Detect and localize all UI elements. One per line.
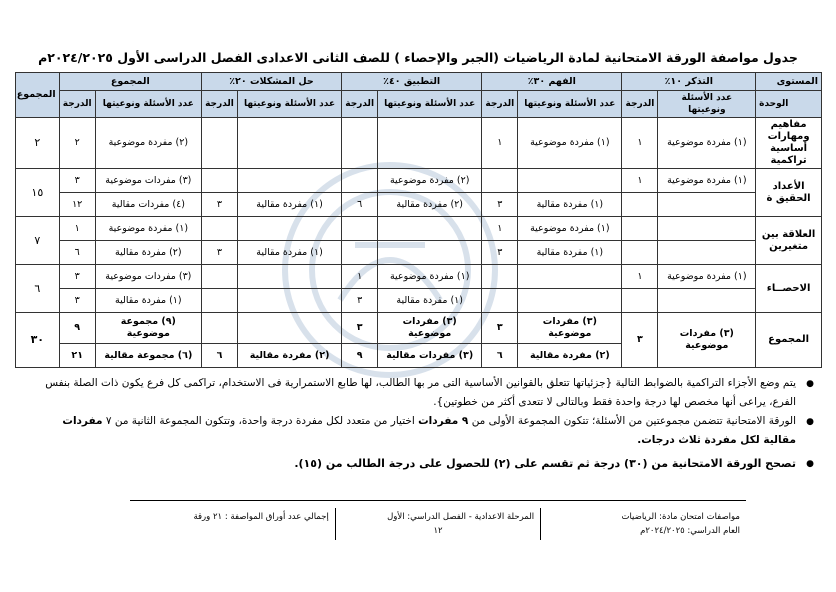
header-tadhakkur: التذكر ١٠٪ bbox=[622, 73, 756, 91]
header-q: عدد الأسئلة ونوعيتها bbox=[95, 91, 201, 118]
cell-q: (١) مفردة مقالية bbox=[378, 289, 482, 313]
cell-q: (١) مفردة موضوعية bbox=[95, 217, 201, 241]
cell-q: (٢) مفردة موضوعية bbox=[378, 169, 482, 193]
cell-grade: ١ bbox=[342, 265, 378, 289]
cell-q: (٣) مفردات موضوعية bbox=[95, 169, 201, 193]
cell-q bbox=[378, 118, 482, 169]
header-q: عدد الأسئلة ونوعيتها bbox=[378, 91, 482, 118]
page-title: جدول مواصفة الورقة الامتحانية لمادة الرياضيات (الجبر والإحصاء ) للصف الثانى الاعدادى الفصل الدراسى الأول ٢٠٢٤/٢٠٢٥م bbox=[38, 50, 798, 65]
footer-divider bbox=[130, 500, 746, 501]
cell-q: (١) مفردة موضوعية bbox=[518, 217, 622, 241]
cell-grade: ٦ bbox=[201, 344, 237, 368]
cell-grade: ٢١ bbox=[59, 344, 95, 368]
cell-grade bbox=[201, 289, 237, 313]
header-grade: الدرجة bbox=[59, 91, 95, 118]
cell-q: (١) مفردة مقالية bbox=[518, 241, 622, 265]
cell-grade: ١ bbox=[622, 118, 658, 169]
cell-q bbox=[378, 241, 482, 265]
cell-grade: ١٢ bbox=[59, 193, 95, 217]
cell-q bbox=[658, 289, 756, 313]
cell-grade bbox=[622, 217, 658, 241]
cell-grade: ٣ bbox=[482, 241, 518, 265]
cell-q: (١) مفردة موضوعية bbox=[658, 118, 756, 169]
header-grand-total: المجموع bbox=[16, 73, 60, 118]
cell-grade bbox=[342, 217, 378, 241]
header-tatbiq: التطبيق ٤٠٪ bbox=[342, 73, 482, 91]
cell-q: (٣) مفردات موضوعية bbox=[378, 313, 482, 344]
cell-grade bbox=[342, 241, 378, 265]
cell-grand: ٢ bbox=[16, 118, 60, 169]
unit-label: العلاقة بين متغيرين bbox=[756, 217, 822, 265]
cell-grand: ٧ bbox=[16, 217, 60, 265]
specification-table bbox=[15, 72, 822, 368]
header-grade: الدرجة bbox=[622, 91, 658, 118]
note-item bbox=[34, 374, 814, 412]
header-q: عدد الأسئلة ونوعيتها bbox=[518, 91, 622, 118]
cell-q: (٣) مفردات مقالية bbox=[378, 344, 482, 368]
cell-grade bbox=[622, 289, 658, 313]
note-text-part: اختيار من متعدد لكل مفردة درجة واحدة، وتتكون المجموعة الثانية من ٧ bbox=[105, 415, 415, 427]
cell-q bbox=[518, 265, 622, 289]
cell-q: (٢) مفردة مقالية bbox=[238, 344, 342, 368]
cell-grade: ٢ bbox=[59, 118, 95, 169]
footer-stage-label: المرحلة الاعدادية - الفصل الدراسي: الأول bbox=[387, 512, 535, 522]
cell-grade: ٦ bbox=[342, 193, 378, 217]
cell-q: (١) مفردة موضوعية bbox=[658, 265, 756, 289]
cell-q: (٦) مجموعة مقالية bbox=[95, 344, 201, 368]
cell-grade: ٣ bbox=[59, 289, 95, 313]
unit-label: مفاهيم ومهارات أساسية تراكمية bbox=[756, 118, 822, 169]
cell-q: (١) مفردة موضوعية bbox=[518, 118, 622, 169]
footer-year: العام الدراسي: ٢٠٢٤/٢٠٢٥م bbox=[640, 526, 740, 536]
cell-grade: ٣ bbox=[59, 265, 95, 289]
cell-grand: ١٥ bbox=[16, 169, 60, 217]
cell-grade bbox=[342, 169, 378, 193]
header-grade: الدرجة bbox=[342, 91, 378, 118]
note-item bbox=[34, 454, 814, 474]
cell-grade bbox=[482, 169, 518, 193]
cell-q bbox=[238, 289, 342, 313]
cell-grade: ٣ bbox=[201, 193, 237, 217]
cell-grand: ٣٠ bbox=[16, 313, 60, 368]
cell-grade bbox=[342, 118, 378, 169]
cell-q: (٢) مفردة موضوعية bbox=[95, 118, 201, 169]
cell-grade bbox=[622, 241, 658, 265]
cell-q: (١) مفردة مقالية bbox=[518, 193, 622, 217]
cell-grade: ٦ bbox=[59, 241, 95, 265]
cell-q: (١) مفردة مقالية bbox=[238, 193, 342, 217]
unit-label: المجموع bbox=[756, 313, 822, 368]
cell-grade bbox=[201, 217, 237, 241]
cell-q bbox=[238, 169, 342, 193]
header-fahm: الفهم ٣٠٪ bbox=[482, 73, 622, 91]
cell-q bbox=[238, 265, 342, 289]
header-grade: الدرجة bbox=[201, 91, 237, 118]
cell-grade: ١ bbox=[622, 169, 658, 193]
cell-grade bbox=[201, 118, 237, 169]
cell-grade: ٣ bbox=[201, 241, 237, 265]
note-text-bold: ٩ مفردات bbox=[418, 415, 469, 427]
cell-grade bbox=[482, 289, 518, 313]
cell-q bbox=[238, 313, 342, 344]
header-total: المجموع bbox=[59, 73, 201, 91]
cell-grade: ٣ bbox=[622, 313, 658, 368]
note-text-bold: مفردات مقالية لكل مفردة ثلاث درجات. bbox=[62, 415, 796, 446]
footer bbox=[130, 508, 746, 540]
notes-section bbox=[34, 374, 814, 474]
cell-q bbox=[658, 217, 756, 241]
footer-subject-label: مواصفات امتحان مادة: الرياضيات bbox=[621, 512, 740, 522]
cell-q bbox=[378, 217, 482, 241]
cell-grade: ٣ bbox=[342, 313, 378, 344]
bullet-icon: ● bbox=[806, 417, 814, 427]
cell-grade bbox=[201, 265, 237, 289]
footer-stage bbox=[335, 508, 540, 540]
cell-q bbox=[238, 217, 342, 241]
cell-q: (٢) مفردة مقالية bbox=[518, 344, 622, 368]
cell-grade bbox=[622, 193, 658, 217]
header-q: عدد الأسئلة ونوعيتها bbox=[238, 91, 342, 118]
unit-label: الأعداد الحقيق ة bbox=[756, 169, 822, 217]
unit-label: الاحصــاء bbox=[756, 265, 822, 313]
cell-q bbox=[658, 193, 756, 217]
cell-grade: ٣ bbox=[482, 193, 518, 217]
cell-q: (١) مفردة مقالية bbox=[95, 289, 201, 313]
footer-subject bbox=[541, 508, 746, 540]
cell-grade: ٩ bbox=[342, 344, 378, 368]
cell-grade: ٩ bbox=[59, 313, 95, 344]
note-text: تصحح الورقة الامتحانية من (٣٠) درجة ثم تقسم على (٢) للحصول على درجة الطالب من (١٥). bbox=[294, 457, 796, 470]
cell-q: (١) مفردة موضوعية bbox=[658, 169, 756, 193]
cell-q: (١) مفردة مقالية bbox=[238, 241, 342, 265]
cell-grade: ١ bbox=[482, 118, 518, 169]
footer-page-number: ١٢ bbox=[433, 526, 443, 536]
cell-q: (٣) مفردات موضوعية bbox=[95, 265, 201, 289]
cell-grade: ٣ bbox=[342, 289, 378, 313]
cell-q: (٣) مفردات موضوعية bbox=[658, 313, 756, 368]
header-grade: الدرجة bbox=[482, 91, 518, 118]
bullet-icon: ● bbox=[806, 379, 814, 389]
cell-q bbox=[518, 289, 622, 313]
bullet-icon: ● bbox=[806, 459, 814, 469]
header-q: عدد الأسئلة ونوعيتها bbox=[658, 91, 756, 118]
cell-q: (٢) مفردة مقالية bbox=[378, 193, 482, 217]
note-item bbox=[34, 412, 814, 450]
note-text-part: الورقة الامتحانية تتضمن مجموعتين من الأسئلة؛ تتكون المجموعة الأولى من bbox=[471, 415, 796, 427]
cell-q: (١) مفردة موضوعية bbox=[378, 265, 482, 289]
cell-grade: ٣ bbox=[482, 313, 518, 344]
cell-q bbox=[238, 118, 342, 169]
cell-grade: ١ bbox=[482, 217, 518, 241]
cell-grade bbox=[201, 313, 237, 344]
cell-grand: ٦ bbox=[16, 265, 60, 313]
cell-grade: ١ bbox=[59, 217, 95, 241]
cell-q: (٢) مفردة مقالية bbox=[95, 241, 201, 265]
cell-grade: ٣ bbox=[59, 169, 95, 193]
cell-q: (٩) مجموعة موضوعية bbox=[95, 313, 201, 344]
cell-q: (٤) مفردات مقالية bbox=[95, 193, 201, 217]
cell-q bbox=[518, 169, 622, 193]
cell-q bbox=[658, 241, 756, 265]
header-mushkilat: حل المشكلات ٢٠٪ bbox=[201, 73, 341, 91]
note-text: يتم وضع الأجزاء التراكمية بالضوابط التالية {جزئياتها تتعلق بالقوانين الأساسية التى مر بها الطالب، لها طابع الاستمرارية فى الاستخدام، تراكمى كل فرع يكون ذات الصلة بنفس الفرع، يراعى أنها مخصص لها درجة واحدة فقط وبالتالى لا تتعدى أكثر من خطوتين}. bbox=[45, 377, 796, 408]
header-level: المستوى bbox=[756, 73, 822, 91]
note-text bbox=[34, 412, 796, 450]
cell-grade: ١ bbox=[622, 265, 658, 289]
cell-grade: ٦ bbox=[482, 344, 518, 368]
cell-grade bbox=[201, 169, 237, 193]
cell-q: (٣) مفردات موضوعية bbox=[518, 313, 622, 344]
cell-grade bbox=[482, 265, 518, 289]
header-unit: الوحدة bbox=[756, 91, 822, 118]
footer-total-pages: إجمالي عدد أوراق المواصفة : ٢١ ورقة bbox=[193, 512, 329, 522]
